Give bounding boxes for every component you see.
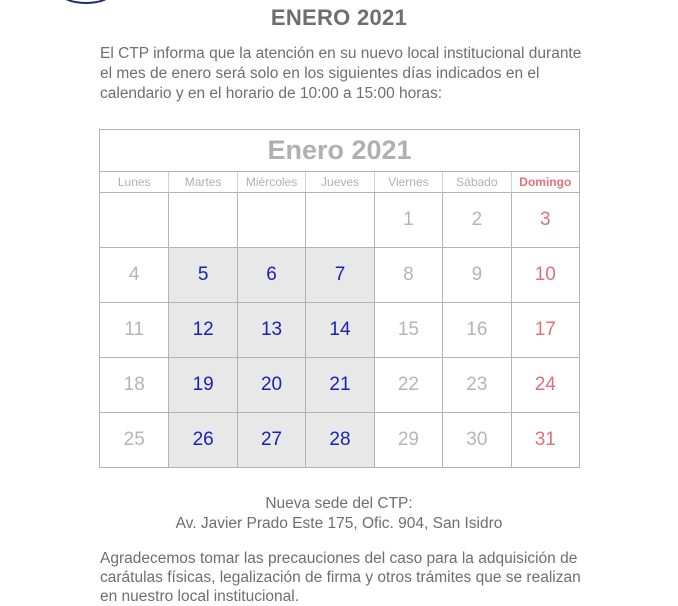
calendar-day: 8	[374, 247, 442, 302]
calendar-day-open: 12	[168, 302, 236, 357]
calendar-day: 31	[511, 412, 579, 467]
calendar-day: 25	[100, 412, 168, 467]
calendar-day: 30	[442, 412, 510, 467]
calendar-day-open: 26	[168, 412, 236, 467]
weekday-label: Martes	[168, 172, 236, 192]
calendar-day-open: 13	[237, 302, 305, 357]
calendar-day: 22	[374, 357, 442, 412]
calendar-day: 23	[442, 357, 510, 412]
ctp-logo	[58, 0, 114, 4]
address-block	[0, 494, 678, 534]
calendar-day: 2	[442, 192, 510, 247]
weekday-label: Sábado	[442, 172, 510, 192]
calendar-title: Enero 2021	[267, 135, 412, 165]
calendar-day: 15	[374, 302, 442, 357]
calendar-day: 16	[442, 302, 510, 357]
weekday-label: Miércoles	[237, 172, 305, 192]
calendar-day-open: 14	[305, 302, 373, 357]
calendar	[99, 129, 580, 468]
intro-paragraph: El CTP informa que la atención en su nuevo local institucional durante el mes de enero será solo en los siguientes días indicados en el calendario y en el horario de 10:00 a 15:00 horas:	[100, 45, 582, 102]
address-street: Av. Javier Prado Este 175, Ofic. 904, San Isidro	[175, 515, 503, 532]
footer-paragraph: Agradecemos tomar las precauciones del caso para la adquisición de carátulas físicas, legalización de firma y otros trámites que se realizan en nuestro local institucional.	[100, 550, 581, 605]
weekday-label: Jueves	[305, 172, 373, 192]
calendar-day: 29	[374, 412, 442, 467]
address-heading: Nueva sede del CTP:	[265, 495, 413, 512]
calendar-weekday-header	[100, 171, 579, 192]
calendar-day: 10	[511, 247, 579, 302]
page-title: ENERO 2021	[270, 5, 408, 30]
calendar-day: 9	[442, 247, 510, 302]
calendar-day-open: 21	[305, 357, 373, 412]
calendar-day-empty	[168, 192, 236, 247]
calendar-day-open: 19	[168, 357, 236, 412]
calendar-day: 17	[511, 302, 579, 357]
calendar-day-open: 20	[237, 357, 305, 412]
calendar-day-open: 6	[237, 247, 305, 302]
calendar-day-open: 7	[305, 247, 373, 302]
calendar-day: 24	[511, 357, 579, 412]
calendar-day: 4	[100, 247, 168, 302]
calendar-day: 1	[374, 192, 442, 247]
calendar-day-empty	[100, 192, 168, 247]
calendar-day-grid	[100, 192, 579, 467]
weekday-label: Lunes	[117, 175, 151, 189]
calendar-day-open: 27	[237, 412, 305, 467]
calendar-day: 18	[100, 357, 168, 412]
calendar-day: 11	[100, 302, 168, 357]
calendar-day-empty	[237, 192, 305, 247]
weekday-label: Viernes	[374, 172, 442, 192]
calendar-day-open: 5	[168, 247, 236, 302]
calendar-day-open: 28	[305, 412, 373, 467]
weekday-label-sunday: Domingo	[511, 172, 579, 192]
calendar-day-empty	[305, 192, 373, 247]
calendar-day: 3	[511, 192, 579, 247]
